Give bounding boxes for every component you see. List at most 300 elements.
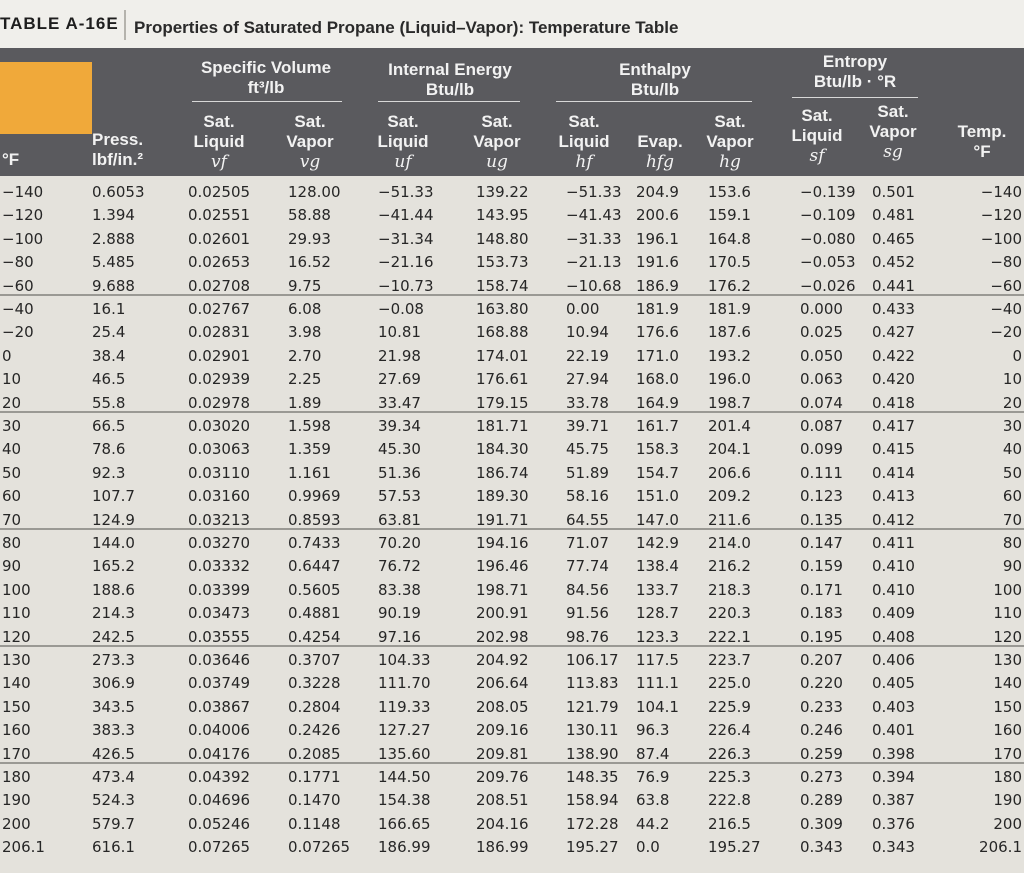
- col-header-temp-right: Temp. °F: [957, 122, 1007, 161]
- cell-temp: 30: [2, 417, 22, 435]
- cell-vf: 0.02653: [188, 253, 251, 272]
- cell-hg: 196.0: [708, 370, 751, 389]
- cell-ug: 209.81: [476, 744, 529, 763]
- cell-sf: 0.063: [800, 370, 843, 389]
- cell-vf: 0.02767: [188, 300, 251, 318]
- cell-sg: 0.411: [872, 534, 915, 552]
- cell-temp: 150: [2, 697, 31, 716]
- cell-ug: 168.88: [476, 323, 529, 342]
- cell-hfg: 142.9: [636, 534, 679, 552]
- cell-vf: 0.07265: [188, 838, 251, 857]
- cell-temp: 40: [2, 440, 22, 459]
- cell-uf: 76.72: [378, 557, 421, 576]
- cell-hfg: 164.9: [636, 393, 679, 412]
- cell-vf: 0.03270: [188, 534, 251, 552]
- cell-press: 616.1: [92, 838, 135, 857]
- cell-temp-right: 60: [1002, 487, 1022, 506]
- cell-temp-right: 120: [993, 627, 1022, 646]
- cell-vf: 0.03473: [188, 604, 251, 623]
- cell-temp: 0: [2, 346, 12, 365]
- cell-temp: 50: [2, 463, 22, 482]
- cell-press: 1.394: [92, 206, 135, 225]
- cell-vg: 0.8593: [288, 510, 341, 529]
- cell-temp: 60: [2, 487, 22, 506]
- cell-temp: 70: [2, 510, 22, 529]
- cell-hg: 193.2: [708, 346, 751, 365]
- cell-sf: 0.135: [800, 510, 843, 529]
- cell-hg: 181.9: [708, 300, 751, 318]
- cell-sg: 0.403: [872, 697, 915, 716]
- cell-sg: 0.420: [872, 370, 915, 389]
- cell-hf: 71.07: [566, 534, 609, 552]
- cell-temp: 206.1: [2, 838, 45, 857]
- cell-temp-right: 130: [993, 651, 1022, 669]
- cell-sf: −0.026: [800, 276, 856, 295]
- cell-uf: 45.30: [378, 440, 421, 459]
- col-header-hg: Sat. Vapor hg: [706, 112, 754, 172]
- cell-temp-right: 10: [1002, 370, 1022, 389]
- cell-sg: 0.405: [872, 674, 915, 693]
- cell-hf: 45.75: [566, 440, 609, 459]
- cell-press: 426.5: [92, 744, 135, 763]
- cell-ug: 176.61: [476, 370, 529, 389]
- cell-temp-right: 30: [1002, 417, 1022, 435]
- color-swatch: [0, 62, 92, 134]
- cell-hg: 223.7: [708, 651, 751, 669]
- cell-hg: 216.2: [708, 557, 751, 576]
- cell-press: 66.5: [92, 417, 126, 435]
- cell-uf: −41.44: [378, 206, 434, 225]
- cell-sf: 0.171: [800, 580, 843, 599]
- cell-temp: 200: [2, 814, 31, 833]
- cell-vg: 0.5605: [288, 580, 341, 599]
- cell-hf: 10.94: [566, 323, 609, 342]
- cell-hfg: 117.5: [636, 651, 679, 669]
- cell-sg: 0.408: [872, 627, 915, 646]
- cell-ug: 194.16: [476, 534, 529, 552]
- cell-press: 38.4: [92, 346, 126, 365]
- cell-temp: 120: [2, 627, 31, 646]
- cell-hf: 39.71: [566, 417, 609, 435]
- cell-sg: 0.413: [872, 487, 915, 506]
- col-header-uf: Sat. Liquid uf: [377, 112, 429, 172]
- cell-sg: 0.412: [872, 510, 915, 529]
- cell-hfg: 154.7: [636, 463, 679, 482]
- cell-hfg: 128.7: [636, 604, 679, 623]
- cell-ug: 184.30: [476, 440, 529, 459]
- cell-ug: 204.16: [476, 814, 529, 833]
- cell-vg: 0.3228: [288, 674, 341, 693]
- cell-ug: 189.30: [476, 487, 529, 506]
- cell-temp-right: −60: [990, 276, 1022, 295]
- cell-hfg: 44.2: [636, 814, 670, 833]
- cell-vf: 0.03646: [188, 651, 251, 669]
- cell-sf: −0.080: [800, 229, 856, 248]
- col-header-press: Press. lbf/in.²: [92, 130, 144, 169]
- cell-hfg: 96.3: [636, 721, 670, 740]
- cell-sf: 0.259: [800, 744, 843, 763]
- col-header-temp-left: °F: [2, 150, 20, 169]
- cell-hf: 33.78: [566, 393, 609, 412]
- cell-vg: 2.25: [288, 370, 322, 389]
- cell-press: 165.2: [92, 557, 135, 576]
- cell-vf: 0.04006: [188, 721, 251, 740]
- cell-vg: 0.2426: [288, 721, 341, 740]
- col-header-ug: Sat. Vapor ug: [473, 112, 521, 172]
- cell-vf: 0.03555: [188, 627, 251, 646]
- cell-uf: −31.34: [378, 229, 434, 248]
- cell-hg: 216.5: [708, 814, 751, 833]
- cell-uf: 97.16: [378, 627, 421, 646]
- cell-hfg: 200.6: [636, 206, 679, 225]
- cell-temp: −20: [2, 323, 34, 342]
- cell-temp-right: 50: [1002, 463, 1022, 482]
- cell-sf: −0.109: [800, 206, 856, 225]
- cell-sf: 0.220: [800, 674, 843, 693]
- cell-vg: 3.98: [288, 323, 322, 342]
- cell-temp-right: −40: [990, 300, 1022, 318]
- cell-ug: 139.22: [476, 183, 529, 201]
- cell-temp-right: 100: [993, 580, 1022, 599]
- cell-hf: −10.68: [566, 276, 622, 295]
- cell-hfg: 181.9: [636, 300, 679, 318]
- cell-temp: 130: [2, 651, 31, 669]
- cell-press: 524.3: [92, 791, 135, 810]
- cell-uf: 51.36: [378, 463, 421, 482]
- cell-uf: 10.81: [378, 323, 421, 342]
- cell-press: 107.7: [92, 487, 135, 506]
- cell-temp-right: 110: [993, 604, 1022, 623]
- cell-vg: 0.4881: [288, 604, 341, 623]
- cell-hf: 148.35: [566, 768, 619, 786]
- cell-hg: 226.4: [708, 721, 751, 740]
- cell-temp-right: 20: [1002, 393, 1022, 412]
- cell-hfg: 76.9: [636, 768, 670, 786]
- cell-uf: 154.38: [378, 791, 431, 810]
- cell-hf: 138.90: [566, 744, 619, 763]
- cell-hf: −51.33: [566, 183, 622, 201]
- cell-vg: 1.89: [288, 393, 322, 412]
- cell-press: 188.6: [92, 580, 135, 599]
- cell-hfg: 63.8: [636, 791, 670, 810]
- cell-temp-right: 0: [1012, 346, 1022, 365]
- table-id: TABLE A-16E: [0, 14, 119, 33]
- cell-sg: 0.441: [872, 276, 915, 295]
- cell-vg: 16.52: [288, 253, 331, 272]
- cell-sg: 0.406: [872, 651, 915, 669]
- cell-vg: 0.4254: [288, 627, 341, 646]
- cell-hg: 195.27: [708, 838, 761, 857]
- cell-hfg: 161.7: [636, 417, 679, 435]
- cell-ug: 186.74: [476, 463, 529, 482]
- cell-hfg: 168.0: [636, 370, 679, 389]
- cell-vg: 128.00: [288, 183, 341, 201]
- cell-temp-right: 70: [1002, 510, 1022, 529]
- cell-vg: 0.3707: [288, 651, 341, 669]
- cell-temp: 110: [2, 604, 31, 623]
- cell-hf: 51.89: [566, 463, 609, 482]
- cell-uf: 39.34: [378, 417, 421, 435]
- cell-hf: 98.76: [566, 627, 609, 646]
- cell-vg: 1.598: [288, 417, 331, 435]
- group-underline: [378, 101, 520, 102]
- cell-temp: −80: [2, 253, 34, 272]
- cell-sf: 0.343: [800, 838, 843, 857]
- cell-vf: 0.03749: [188, 674, 251, 693]
- cell-temp: −120: [2, 206, 44, 225]
- cell-uf: 57.53: [378, 487, 421, 506]
- cell-vf: 0.03110: [188, 463, 251, 482]
- cell-uf: −51.33: [378, 183, 434, 201]
- cell-hf: 130.11: [566, 721, 619, 740]
- cell-hf: 27.94: [566, 370, 609, 389]
- cell-temp-right: −80: [990, 253, 1022, 272]
- col-header-hf: Sat. Liquid hf: [558, 112, 610, 172]
- cell-vf: 0.02939: [188, 370, 251, 389]
- cell-temp: 180: [2, 768, 31, 786]
- cell-hf: 91.56: [566, 604, 609, 623]
- cell-sg: 0.398: [872, 744, 915, 763]
- cell-temp-right: −140: [980, 183, 1022, 201]
- cell-vg: 0.1470: [288, 791, 341, 810]
- cell-hg: 198.7: [708, 393, 751, 412]
- cell-temp: 90: [2, 557, 22, 576]
- cell-hf: 158.94: [566, 791, 619, 810]
- cell-ug: 148.80: [476, 229, 529, 248]
- cell-uf: 90.19: [378, 604, 421, 623]
- cell-sg: 0.433: [872, 300, 915, 318]
- cell-press: 144.0: [92, 534, 135, 552]
- cell-ug: 191.71: [476, 510, 529, 529]
- cell-vf: 0.03020: [188, 417, 251, 435]
- cell-uf: 111.70: [378, 674, 431, 693]
- cell-hg: 159.1: [708, 206, 751, 225]
- cell-press: 383.3: [92, 721, 135, 740]
- cell-temp-right: −120: [980, 206, 1022, 225]
- cell-press: 16.1: [92, 300, 126, 318]
- cell-vg: 1.161: [288, 463, 331, 482]
- cell-hf: −31.33: [566, 229, 622, 248]
- cell-vg: 9.75: [288, 276, 322, 295]
- cell-vf: 0.02831: [188, 323, 251, 342]
- cell-sg: 0.343: [872, 838, 915, 857]
- cell-vg: 0.2085: [288, 744, 341, 763]
- cell-hf: 64.55: [566, 510, 609, 529]
- cell-hf: 195.27: [566, 838, 619, 857]
- cell-hf: 84.56: [566, 580, 609, 599]
- cell-sg: 0.376: [872, 814, 915, 833]
- cell-vg: 0.2804: [288, 697, 341, 716]
- cell-hg: 222.8: [708, 791, 751, 810]
- cell-press: 0.6053: [92, 183, 145, 201]
- cell-ug: 174.01: [476, 346, 529, 365]
- cell-ug: 181.71: [476, 417, 529, 435]
- cell-vg: 0.9969: [288, 487, 341, 506]
- cell-uf: 144.50: [378, 768, 431, 786]
- cell-hf: −41.43: [566, 206, 622, 225]
- cell-vf: 0.03213: [188, 510, 251, 529]
- cell-ug: 198.71: [476, 580, 529, 599]
- cell-ug: 153.73: [476, 253, 529, 272]
- cell-ug: 200.91: [476, 604, 529, 623]
- cell-temp: 80: [2, 534, 22, 552]
- cell-vf: 0.03332: [188, 557, 251, 576]
- cell-vg: 1.359: [288, 440, 331, 459]
- cell-ug: 204.92: [476, 651, 529, 669]
- cell-ug: 163.80: [476, 300, 529, 318]
- group-underline: [792, 97, 918, 98]
- cell-vg: 58.88: [288, 206, 331, 225]
- cell-press: 124.9: [92, 510, 135, 529]
- col-header-sf: Sat. Liquid sf: [791, 106, 843, 166]
- cell-temp-right: 206.1: [979, 838, 1022, 857]
- cell-hfg: 0.0: [636, 838, 660, 857]
- cell-uf: 27.69: [378, 370, 421, 389]
- cell-vg: 0.1148: [288, 814, 341, 833]
- cell-press: 46.5: [92, 370, 126, 389]
- cell-temp: 160: [2, 721, 31, 740]
- cell-sg: 0.415: [872, 440, 915, 459]
- cell-press: 473.4: [92, 768, 135, 786]
- cell-temp: 20: [2, 393, 22, 412]
- cell-hf: 58.16: [566, 487, 609, 506]
- cell-sg: 0.387: [872, 791, 915, 810]
- cell-vg: 0.6447: [288, 557, 341, 576]
- cell-hfg: 158.3: [636, 440, 679, 459]
- cell-uf: 166.65: [378, 814, 431, 833]
- cell-uf: 127.27: [378, 721, 431, 740]
- cell-sf: −0.053: [800, 253, 856, 272]
- cell-temp: 190: [2, 791, 31, 810]
- cell-ug: 186.99: [476, 838, 529, 857]
- cell-hfg: 196.1: [636, 229, 679, 248]
- cell-sf: 0.207: [800, 651, 843, 669]
- cell-sf: 0.183: [800, 604, 843, 623]
- cell-hf: −21.13: [566, 253, 622, 272]
- cell-sg: 0.465: [872, 229, 915, 248]
- cell-sf: −0.139: [800, 183, 856, 201]
- cell-vf: 0.03399: [188, 580, 251, 599]
- cell-hg: 176.2: [708, 276, 751, 295]
- group-specific-volume: Specific Volume ft³/lb: [200, 58, 332, 97]
- cell-press: 25.4: [92, 323, 126, 342]
- cell-sf: 0.111: [800, 463, 843, 482]
- cell-temp-right: 170: [993, 744, 1022, 763]
- cell-temp-right: 40: [1002, 440, 1022, 459]
- cell-sf: 0.087: [800, 417, 843, 435]
- cell-press: 343.5: [92, 697, 135, 716]
- cell-hf: 113.83: [566, 674, 619, 693]
- cell-temp: 10: [2, 370, 22, 389]
- cell-sf: 0.246: [800, 721, 843, 740]
- cell-vf: 0.02978: [188, 393, 251, 412]
- cell-sg: 0.410: [872, 580, 915, 599]
- cell-temp-right: 200: [993, 814, 1022, 833]
- cell-sf: 0.273: [800, 768, 843, 786]
- col-header-sg: Sat. Vapor sg: [869, 102, 917, 162]
- cell-vg: 0.7433: [288, 534, 341, 552]
- cell-sg: 0.410: [872, 557, 915, 576]
- col-header-vg: Sat. Vapor vg: [286, 112, 334, 172]
- cell-vf: 0.02505: [188, 183, 251, 201]
- cell-press: 242.5: [92, 627, 135, 646]
- group-underline: [556, 101, 752, 102]
- cell-hg: 164.8: [708, 229, 751, 248]
- cell-temp: −140: [2, 183, 44, 201]
- cell-sf: 0.099: [800, 440, 843, 459]
- cell-hg: 222.1: [708, 627, 751, 646]
- cell-hf: 77.74: [566, 557, 609, 576]
- cell-hf: 106.17: [566, 651, 619, 669]
- cell-hfg: 151.0: [636, 487, 679, 506]
- cell-sf: 0.289: [800, 791, 843, 810]
- cell-vf: 0.02551: [188, 206, 251, 225]
- cell-ug: 209.16: [476, 721, 529, 740]
- cell-sf: 0.309: [800, 814, 843, 833]
- cell-hg: 153.6: [708, 183, 751, 201]
- col-header-vf: Sat. Liquid vf: [193, 112, 245, 172]
- cell-temp: 140: [2, 674, 31, 693]
- cell-sf: 0.233: [800, 697, 843, 716]
- cell-hg: 201.4: [708, 417, 751, 435]
- cell-hg: 211.6: [708, 510, 751, 529]
- cell-sf: 0.123: [800, 487, 843, 506]
- cell-vg: 0.07265: [288, 838, 351, 857]
- cell-hg: 214.0: [708, 534, 751, 552]
- cell-sf: 0.195: [800, 627, 843, 646]
- table-title: Properties of Saturated Propane (Liquid–Vapor): Temperature Table: [134, 18, 679, 37]
- cell-uf: 63.81: [378, 510, 421, 529]
- cell-uf: −10.73: [378, 276, 434, 295]
- cell-hf: 0.00: [566, 300, 600, 318]
- cell-sg: 0.394: [872, 768, 915, 786]
- cell-press: 9.688: [92, 276, 135, 295]
- cell-vg: 2.70: [288, 346, 322, 365]
- cell-vg: 6.08: [288, 300, 322, 318]
- cell-temp-right: −20: [990, 323, 1022, 342]
- cell-sg: 0.427: [872, 323, 915, 342]
- cell-press: 92.3: [92, 463, 126, 482]
- cell-hf: 22.19: [566, 346, 609, 365]
- cell-hf: 121.79: [566, 697, 619, 716]
- cell-temp: −40: [2, 300, 34, 318]
- cell-vf: 0.05246: [188, 814, 251, 833]
- cell-press: 2.888: [92, 229, 135, 248]
- cell-hfg: 176.6: [636, 323, 679, 342]
- cell-hfg: 111.1: [636, 674, 679, 693]
- cell-ug: 208.51: [476, 791, 529, 810]
- cell-temp: 170: [2, 744, 31, 763]
- cell-temp-right: 190: [993, 791, 1022, 810]
- cell-temp-right: 150: [993, 697, 1022, 716]
- cell-temp-right: 140: [993, 674, 1022, 693]
- cell-uf: 33.47: [378, 393, 421, 412]
- cell-uf: 21.98: [378, 346, 421, 365]
- cell-uf: 70.20: [378, 534, 421, 552]
- cell-temp-right: 180: [993, 768, 1022, 786]
- cell-hg: 170.5: [708, 253, 751, 272]
- cell-vf: 0.03160: [188, 487, 251, 506]
- cell-vf: 0.04696: [188, 791, 251, 810]
- cell-hfg: 186.9: [636, 276, 679, 295]
- cell-hfg: 171.0: [636, 346, 679, 365]
- cell-uf: 135.60: [378, 744, 431, 763]
- cell-ug: 143.95: [476, 206, 529, 225]
- cell-press: 5.485: [92, 253, 135, 272]
- cell-vg: 0.1771: [288, 768, 341, 786]
- cell-hg: 209.2: [708, 487, 751, 506]
- cell-sg: 0.414: [872, 463, 915, 482]
